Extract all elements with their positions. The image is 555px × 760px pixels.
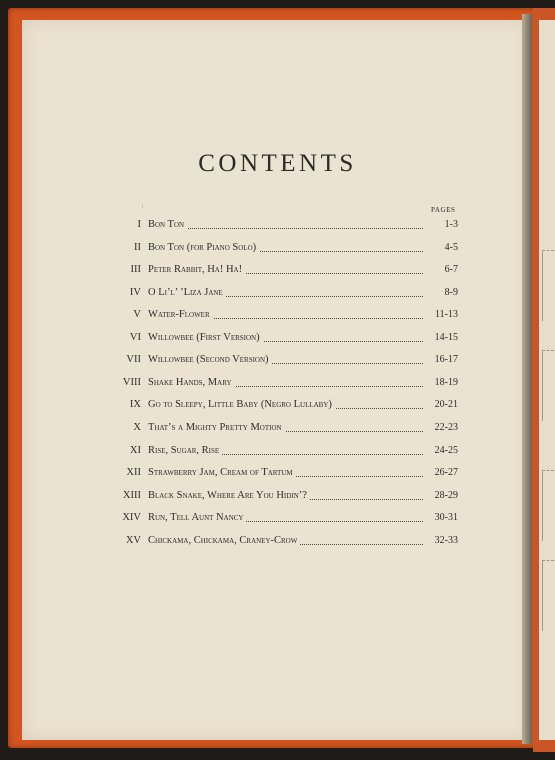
- toc-entry: [110, 397, 458, 413]
- entry-number: IX: [129, 399, 141, 411]
- entry-title: Peter Rabbit, Ha! Ha!: [148, 262, 245, 278]
- entry-title: Go to Sleepy, Little Baby (Negro Lullaby): [148, 397, 335, 413]
- page-title: CONTENTS: [198, 150, 357, 177]
- toc-entry: [110, 240, 458, 256]
- entry-number: XI: [129, 444, 141, 456]
- entry-pages: 1-3: [444, 219, 458, 230]
- entry-pages: 8-9: [444, 286, 458, 298]
- entry-title: Run, Tell Aunt Nancy: [148, 510, 246, 526]
- entry-pages: 11-13: [435, 309, 458, 321]
- entry-number: VII: [126, 354, 141, 366]
- entry-number: VIII: [122, 376, 141, 388]
- toc-entry: [110, 262, 458, 278]
- entry-number: XV: [125, 534, 141, 546]
- entry-title: Chickama, Chickama, Craney-Crow: [148, 533, 300, 549]
- pages-column-header: PAGES: [431, 206, 456, 214]
- entry-number: III: [130, 264, 141, 276]
- toc-entry: [110, 443, 458, 459]
- entry-title: Strawberry Jam, Cream of Tartum: [148, 465, 296, 481]
- entry-pages: 22-23: [434, 421, 458, 433]
- entry-number: XII: [126, 467, 141, 479]
- toc-entry: [110, 375, 458, 391]
- entry-title: Rise, Sugar, Rise: [148, 443, 222, 459]
- entry-title: Shake Hands, Mary: [148, 375, 235, 391]
- toc-entry: [110, 510, 458, 526]
- entry-pages: 20-21: [434, 399, 458, 411]
- entry-pages: 14-15: [434, 331, 458, 343]
- toc-entry: [110, 330, 458, 346]
- entry-number: V: [133, 309, 141, 321]
- entry-number: VI: [129, 331, 141, 343]
- dot-leader: [150, 228, 423, 229]
- entry-title: Water-Flower: [148, 307, 213, 323]
- toc-entry: [110, 488, 458, 504]
- toc-entry: [110, 465, 458, 481]
- entry-number: XIV: [122, 512, 141, 524]
- entry-pages: 32-33: [434, 534, 458, 546]
- entry-number: XIII: [122, 489, 141, 501]
- toc-entry: [110, 533, 458, 549]
- entry-pages: 18-19: [434, 376, 458, 388]
- entry-pages: 16-17: [434, 354, 458, 366]
- entry-pages: 24-25: [434, 444, 458, 456]
- entry-number: I: [137, 219, 141, 230]
- toc-entry: [110, 217, 458, 233]
- entry-title: O Li’l’ ’Liza Jane: [148, 285, 226, 301]
- entry-title: Bon Ton: [148, 217, 187, 233]
- entry-title: That’s a Mighty Pretty Motion: [148, 420, 285, 436]
- toc-entry: [110, 420, 458, 436]
- entry-title: Black Snake, Where Are You Hidin’?: [148, 488, 310, 504]
- entry-number: X: [133, 421, 141, 433]
- toc-entry: [110, 352, 458, 368]
- entry-pages: 4-5: [444, 241, 458, 253]
- entry-title: Willowbee (Second Version): [148, 352, 272, 368]
- entry-number: II: [134, 241, 141, 253]
- entry-pages: 26-27: [434, 467, 458, 479]
- toc-entry: [110, 285, 458, 301]
- entry-number: IV: [129, 286, 141, 298]
- entry-pages: 30-31: [434, 512, 458, 524]
- entry-title: Willowbee (First Version): [148, 330, 263, 346]
- toc-entry: [110, 307, 458, 323]
- entry-pages: 28-29: [434, 489, 458, 501]
- entry-title: Bon Ton (for Piano Solo): [148, 240, 259, 256]
- entry-pages: 6-7: [444, 264, 458, 276]
- pencil-mark: ˡ: [142, 205, 143, 211]
